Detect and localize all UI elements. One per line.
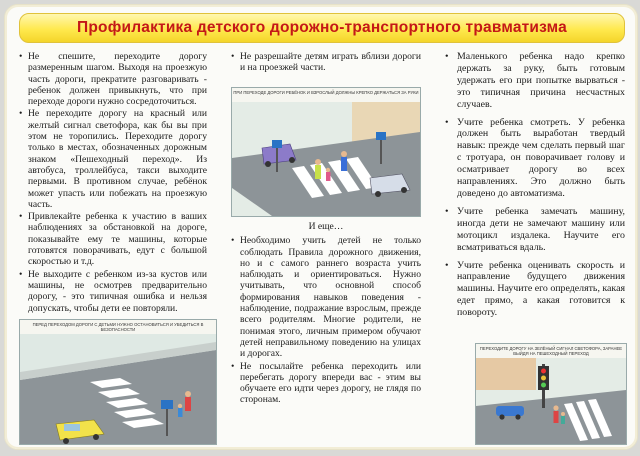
column-3 [445, 51, 625, 325]
advice-item: • Не разрешайте детям играть вблизи дороги и на проезжей части. [231, 51, 421, 74]
poster-page [4, 4, 638, 450]
advice-item: • Маленького ребенка надо крепко держать за руку, быть готовым удержать его при попытке вырваться - это типичная причина несчастных случаев. [445, 51, 625, 111]
advice-item: • Необходимо учить детей не только соблюдать Правила дорожного движения, но и с самого раннего возраста учить наблюдать и ориентироваться. Нужно учитывать, что основной способ формирования навыков поведения - наблюдение, подражание взрослым, прежде всего родителям. Многие родители, не понимая этого, личным примером обучают детей неправильному поведению на улицах и дорогах. [231, 235, 421, 359]
advice-list-3 [445, 51, 625, 319]
illustration-caption: ПРИ ПЕРЕХОДЕ ДОРОГИ РЕБЁНОК И ВЗРОСЛЫЙ ДОЛЖНЫ КРЕПКО ДЕРЖАТЬСЯ ЗА РУКИ [232, 88, 420, 104]
column-2 [231, 51, 421, 75]
page-title: Профилактика детского дорожно-транспортного травматизма [77, 19, 567, 36]
advice-item: • Привлекайте ребенка к участию в ваших наблюдениях за обстановкой на дороге, показывайте ему те машины, которые готовятся поворачивать, едут с большой скоростью и т.д. [19, 211, 207, 267]
advice-list-2b [231, 235, 421, 405]
advice-item: • Учите ребенка замечать машину, иногда дети не замечают машину или мотоцикл издалека. Научите его всматриваться вдаль. [445, 206, 625, 254]
crossing-illustration-left [19, 319, 217, 445]
street-scene-right [476, 344, 626, 444]
crossing-illustration-middle [231, 87, 421, 217]
advice-item: • Не посылайте ребенка переходить или перебегать дорогу впереди вас - этим вы обучаете его идти через дорогу, не глядя по сторонам. [231, 361, 421, 406]
street-scene-left [20, 320, 216, 444]
and-more-heading: И еще… [308, 221, 344, 232]
title-banner [19, 13, 625, 43]
advice-list-1 [19, 51, 207, 314]
advice-item: • Не спешите, переходите дорогу размеренным шагом. Выходя на проезжую часть дороги, прекратите разговаривать - ребенок должен привыкнуть, что при переходе дороги нужно сосредоточиться. [19, 51, 207, 107]
advice-item: • Не выходите с ребенком из-за кустов или машины, не осмотрев предварительно дорогу, - это типичная ошибка и нельзя допускать, чтобы дети ее повторяли. [19, 269, 207, 314]
advice-item: • Учите ребенка смотреть. У ребенка должен быть выработан твердый навык: прежде чем сделать первый шаг с тротуара, он поворачивает голову и осматривает дорогу во всех направлениях. Это должно быть доведено до автоматизма. [445, 117, 625, 200]
advice-item: • Учите ребенка оценивать скорость и направление будущего движения машины. Научите его определять, какая едет прямо, а какая готовится к повороту. [445, 260, 625, 320]
illustration-caption: ПЕРЕХОДИТЕ ДОРОГУ НА ЗЕЛЁНЫЙ СИГНАЛ СВЕТОФОРА, ЗАРАНЕЕ ВЫЙДЯ НА ПЕШЕХОДНЫЙ ПЕРЕХОД [476, 344, 626, 360]
street-scene-middle [232, 88, 420, 216]
advice-item: • Не переходите дорогу на красный или желтый сигнал светофора, как бы вы при этом не торопились. Переходите дорогу только в местах, обозначенных дорожным знаком «Пешеходный переход». Из автобуса, троллейбуса, такси выходите первыми. В противном случае, ребёнок может упасть или побежать на проезжую часть. [19, 108, 207, 210]
crossing-illustration-right [475, 343, 627, 445]
illustration-caption: ПЕРЕД ПЕРЕХОДОМ ДОРОГИ С ДЕТЬМИ НУЖНО ОСТАНОВИТЬСЯ И УБЕДИТЬСЯ В БЕЗОПАСНОСТИ [20, 320, 216, 336]
column-1 [19, 51, 207, 315]
advice-list-2a [231, 51, 421, 74]
column-2-lower [231, 219, 421, 407]
